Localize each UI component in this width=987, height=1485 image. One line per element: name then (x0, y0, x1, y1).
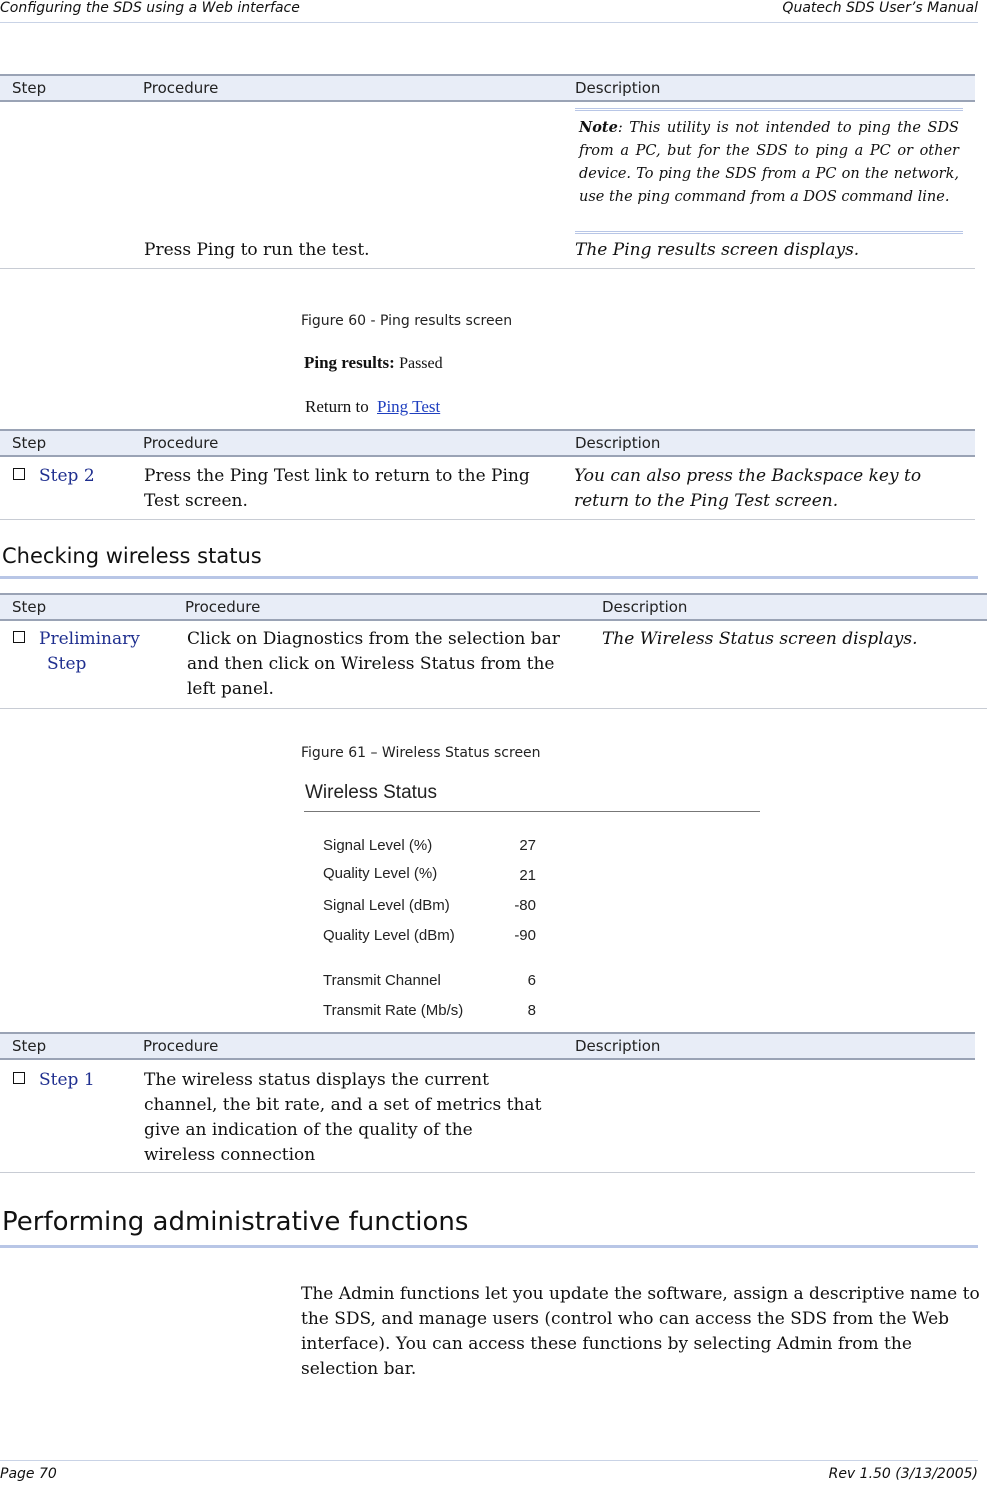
figure-caption: Figure 61 – Wireless Status screen (301, 745, 541, 761)
metric-label: Signal Level (dBm) (323, 897, 450, 914)
table-header (0, 429, 975, 457)
procedure-cell: Press Ping to run the test. (144, 240, 370, 260)
column-description: Description (575, 79, 661, 97)
column-description: Description (602, 598, 688, 616)
column-description: Description (575, 434, 661, 452)
return-text: Return to (305, 397, 369, 416)
column-step: Step (12, 1037, 47, 1055)
metric-value: 21 (519, 867, 536, 884)
return-line (305, 397, 440, 417)
ping-results-label: Ping results: (304, 353, 395, 372)
page-footer (0, 1460, 978, 1485)
step-text: Step 1 (39, 1070, 95, 1090)
column-step: Step (12, 598, 47, 616)
table-header (0, 593, 987, 621)
metric-label: Transmit Rate (Mb/s) (323, 1002, 464, 1019)
header-manual-title: Quatech SDS User’s Manual (782, 0, 978, 16)
note-body: : This utility is not intended to ping the SDS from a PC, but for the SDS to ping a PC or other device. To ping the SDS from a PC on the network, use the ping command from a DOS command line. (579, 120, 959, 205)
table-header (0, 74, 975, 102)
step-text-line2: Step (47, 654, 87, 674)
procedure-cell: Press the Ping Test link to return to the Ping Test screen. (144, 466, 530, 511)
note-label: Note (579, 119, 618, 136)
step-label (13, 1068, 95, 1093)
procedure-cell: The wireless status displays the current channel, the bit rate, and a set of metrics that give an indication of the quality of the wireless connection (144, 1070, 542, 1165)
footer-revision: Rev 1.50 (3/13/2005) (828, 1466, 978, 1482)
checkbox-icon (13, 631, 25, 643)
metric-label: Transmit Channel (323, 972, 441, 989)
table-row-divider (0, 268, 975, 269)
description-cell: You can also press the Backspace key to return to the Ping Test screen. (574, 466, 922, 511)
page-header (0, 0, 978, 23)
column-procedure: Procedure (185, 598, 261, 616)
column-step: Step (12, 434, 47, 452)
column-step: Step (12, 79, 47, 97)
table-row-divider (0, 519, 975, 520)
metric-value: 6 (527, 972, 536, 989)
table-row-divider (0, 708, 987, 709)
section-rule (0, 576, 978, 579)
metric-value: 8 (527, 1002, 536, 1019)
ping-test-link[interactable]: Ping Test (377, 397, 441, 416)
step-label (13, 627, 178, 677)
admin-paragraph: The Admin functions let you update the software, assign a descriptive name to the SDS, and manage users (control who can access the SDS from the Web interface). You can access these functions by selecting Admin from the selection bar. (301, 1284, 980, 1379)
step-text: Step 2 (39, 466, 95, 486)
checkbox-icon (13, 468, 25, 480)
procedure-cell: Click on Diagnostics from the selection bar and then click on Wireless Status from the left panel. (187, 629, 560, 699)
column-procedure: Procedure (143, 1037, 219, 1055)
note-text (579, 116, 959, 209)
wireless-status-rule (304, 811, 760, 812)
step-label (13, 464, 95, 489)
figure-caption: Figure 60 - Ping results screen (301, 313, 513, 329)
column-procedure: Procedure (143, 79, 219, 97)
description-cell: The Wireless Status screen displays. (602, 629, 918, 649)
column-procedure: Procedure (143, 434, 219, 452)
table-row-divider (0, 1172, 975, 1173)
description-cell: The Ping results screen displays. (575, 240, 860, 260)
column-description: Description (575, 1037, 661, 1055)
footer-page-number: Page 70 (0, 1466, 57, 1482)
wireless-status-title: Wireless Status (305, 782, 437, 803)
ping-results-value: Passed (399, 355, 443, 372)
checkbox-icon (13, 1072, 25, 1084)
metric-value: -80 (514, 897, 536, 914)
metric-label: Quality Level (%) (323, 865, 438, 882)
step-text-line1: Preliminary (39, 629, 140, 649)
ping-results-line (304, 353, 443, 373)
metric-value: 27 (519, 837, 536, 854)
section-rule (0, 1245, 978, 1248)
metric-value: -90 (514, 927, 536, 944)
table-header (0, 1032, 975, 1060)
section-heading-admin: Performing administrative functions (2, 1207, 469, 1237)
section-heading-wireless: Checking wireless status (2, 544, 262, 568)
metric-label: Signal Level (%) (323, 837, 433, 854)
metric-label: Quality Level (dBm) (323, 927, 455, 944)
note-box (575, 108, 963, 234)
header-chapter: Configuring the SDS using a Web interface (0, 0, 300, 16)
